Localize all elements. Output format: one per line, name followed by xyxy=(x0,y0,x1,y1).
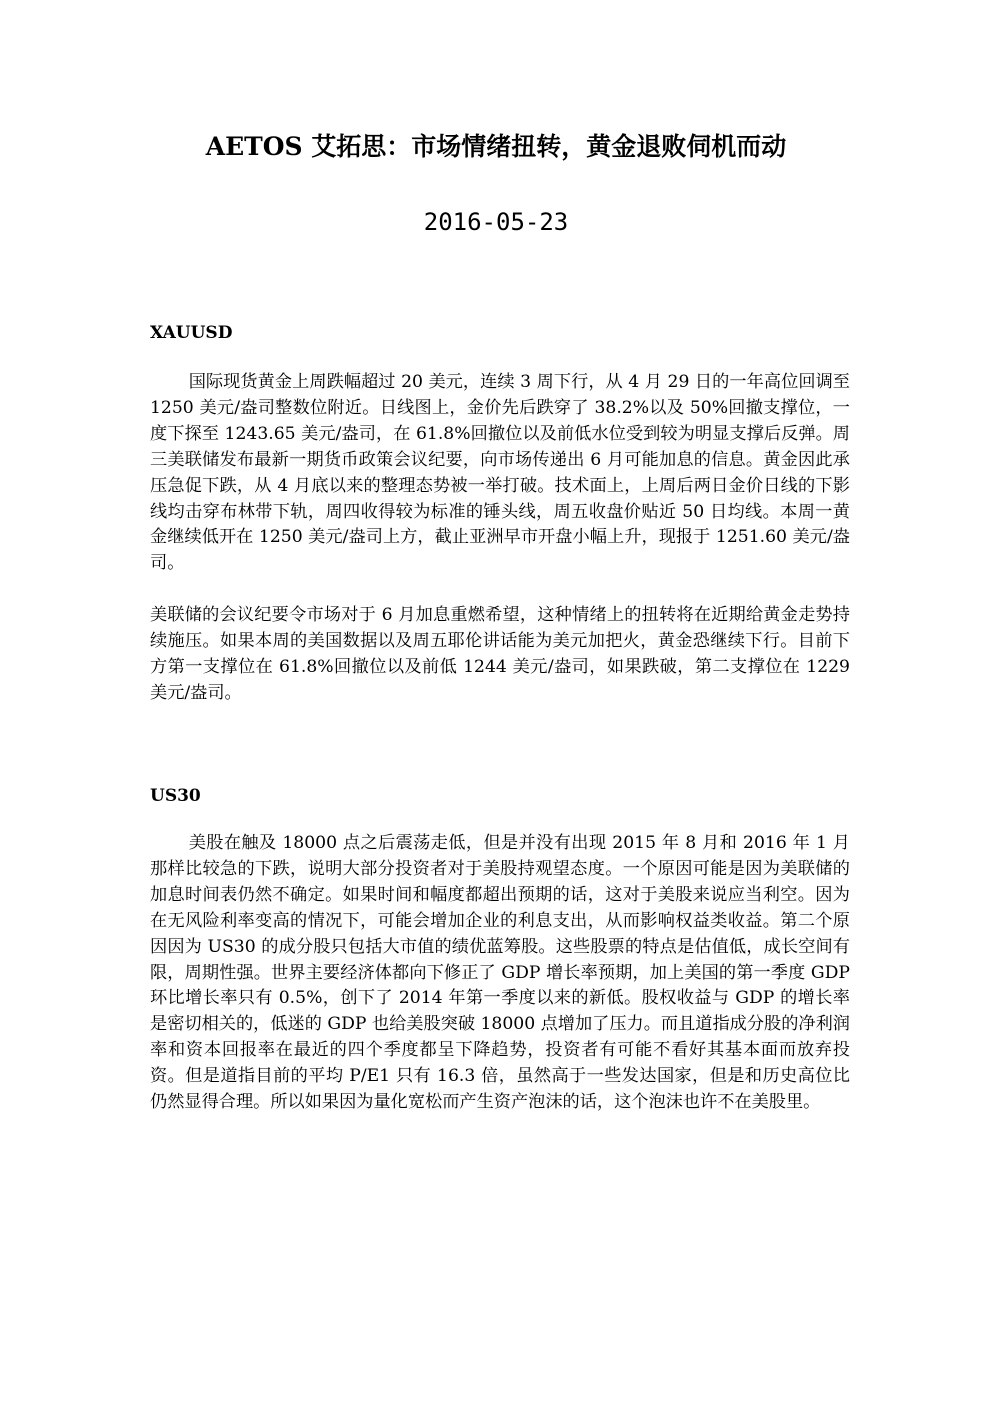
document-title: AETOS 艾拓思：市场情绪扭转，黄金退败伺机而动 xyxy=(205,132,787,161)
xauusd-paragraph-1: 国际现货黄金上周跌幅超过 20 美元，连续 3 周下行，从 4 月 29 日的一年高位回调至 1250 美元/盎司整数位附近。日线图上，金价先后跌穿了 38.2%以及 50%回撤支撑位，一度下探至 1243.65 美元/盎司，在 61.8%回撤位以及前低水位受到较为明显支撑后反弹。周三美联储发布最新一期货币政策会议纪要，向市场传递出 6 月可能加息的信息。黄金因此承压急促下跌，从 4 月底以来的整理态势被一举打破。技术面上，上周后两日金价日线的下影线均击穿布林带下轨，周四收得较为标准的锤头线，周五收盘价贴近 50 日均线。本周一黄金继续低开在 1250 美元/盎司上方，截止亚洲早市开盘小幅上升，现报于 1251.60 美元/盎司。 xyxy=(150,372,850,574)
section-heading-us30: US30 xyxy=(150,786,201,806)
document-date: 2016-05-23 xyxy=(423,208,569,236)
us30-paragraph-1: 美股在触及 18000 点之后震荡走低，但是并没有出现 2015 年 8 月和 2016 年 1 月那样比较急的下跌，说明大部分投资者对于美股持观望态度。一个原因可能是因为美联储的加息时间表仍然不确定。如果时间和幅度都超出预期的话，这对于美股来说应当利空。因为在无风险利率变高的情况下，可能会增加企业的利息支出，从而影响权益类收益。第二个原因因为 US30 的成分股只包括大市值的绩优蓝筹股。这些股票的特点是估值低，成长空间有限，周期性强。世界主要经济体都向下修正了 GDP 增长率预期，加上美国的第一季度 GDP 环比增长率只有 0.5%，创下了 2014 年第一季度以来的新低。股权收益与 GDP 的增长率是密切相关的，低迷的 GDP 也给美股突破 18000 点增加了压力。而且道指成分股的净利润率和资本回报率在最近的四个季度都呈下降趋势，投资者有可能不看好其基本面而放弃投资。但是道指目前的平均 P/E1 只有 16.3 倍，虽然高于一些发达国家，但是和历史高位比仍然显得合理。所以如果因为量化宽松而产生资产泡沫的话，这个泡沫也许不在美股里。 xyxy=(150,833,850,1113)
section-heading-xauusd: XAUUSD xyxy=(150,323,233,343)
xauusd-paragraph-2: 美联储的会议纪要令市场对于 6 月加息重燃希望，这种情绪上的扭转将在近期给黄金走势持续施压。如果本周的美国数据以及周五耶伦讲话能为美元加把火，黄金恐继续下行。目前下方第一支撑位在 61.8%回撤位以及前低 1244 美元/盎司，如果跌破，第二支撑位在 1229 美元/盎司。 xyxy=(150,605,850,703)
